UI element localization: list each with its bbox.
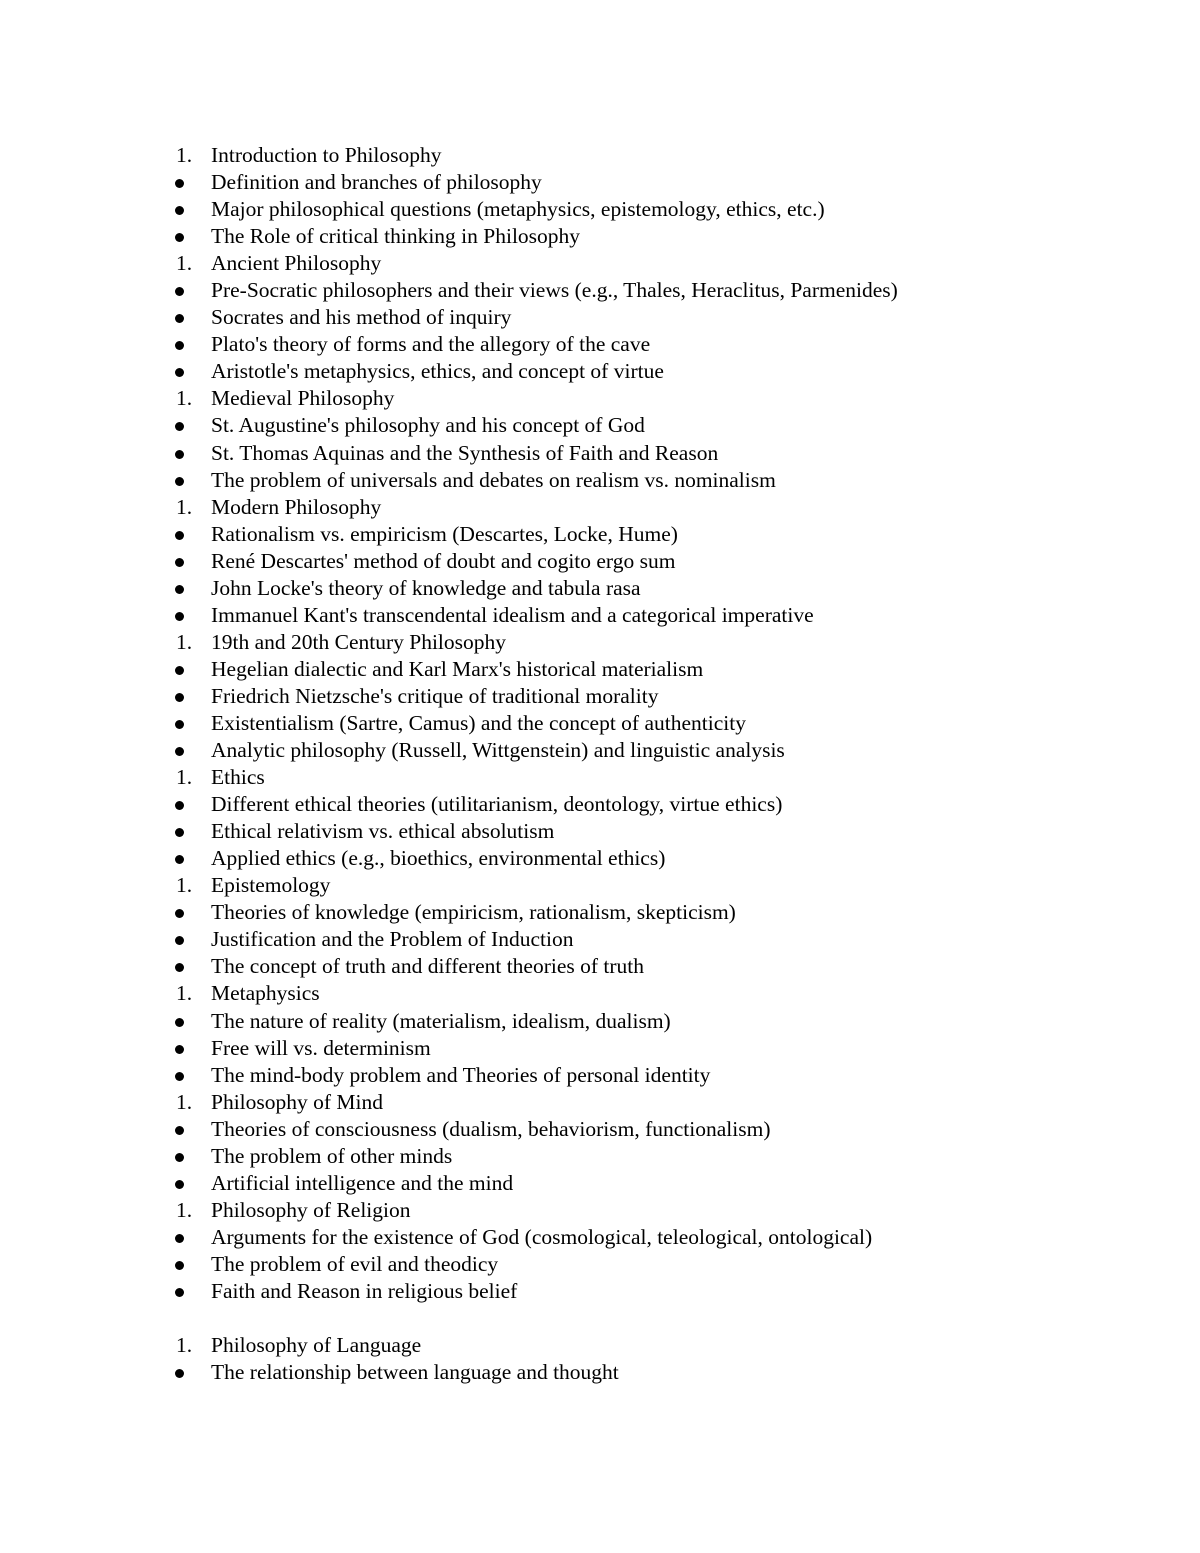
section-title: Introduction to Philosophy (211, 143, 442, 167)
section-number: 1. (176, 1089, 193, 1114)
section-heading (172, 629, 1132, 656)
bullet-dot-icon (172, 1116, 202, 1143)
section-number: 1. (176, 765, 193, 790)
bullet-text: Immanuel Kant's transcendental idealism and a categorical imperative (211, 602, 814, 627)
bullet-dot-icon (172, 521, 202, 548)
bullet-item (172, 683, 1132, 710)
section-title: Metaphysics (211, 981, 320, 1006)
bullet-dot-icon (172, 1224, 202, 1251)
bullet-text: The problem of other minds (211, 1143, 453, 1168)
bullet-dot-icon (172, 899, 202, 926)
bullet-text: The mind-body problem and Theories of personal identity (211, 1062, 711, 1087)
bullet-text: Faith and Reason in religious belief (211, 1278, 518, 1303)
bullet-item (172, 656, 1132, 683)
bullet-item (172, 791, 1132, 818)
bullet-text: Socrates and his method of inquiry (211, 305, 512, 330)
bullet-text: Artificial intelligence and the mind (211, 1170, 514, 1195)
bullet-item (172, 1224, 1132, 1251)
bullet-dot-icon (172, 656, 202, 683)
section-number: 1. (176, 981, 193, 1006)
bullet-dot-icon (172, 548, 202, 575)
bullet-text: The concept of truth and different theories of truth (211, 954, 645, 979)
bullet-dot-icon (172, 710, 202, 737)
section-title: Ethics (211, 765, 265, 790)
bullet-dot-icon (172, 791, 202, 818)
bullet-text: Friedrich Nietzsche's critique of traditional morality (211, 683, 659, 708)
bullet-text: John Locke's theory of knowledge and tabula rasa (211, 575, 641, 600)
bullet-dot-icon (172, 575, 202, 602)
bullet-dot-icon (172, 169, 202, 196)
bullet-dot-icon (172, 277, 202, 304)
bullet-dot-icon (172, 331, 202, 358)
section-number: 1. (176, 494, 193, 519)
bullet-dot-icon (172, 1278, 202, 1305)
bullet-item (172, 196, 1132, 223)
section-heading (172, 872, 1132, 899)
bullet-text: Rationalism vs. empiricism (Descartes, Locke, Hume) (211, 521, 678, 546)
section-title: Ancient Philosophy (211, 251, 382, 276)
bullet-item (172, 1143, 1132, 1170)
bullet-dot-icon (172, 412, 202, 439)
bullet-dot-icon (172, 926, 202, 953)
bullet-dot-icon (172, 223, 202, 250)
bullet-item (172, 467, 1132, 494)
bullet-text: Different ethical theories (utilitarianism, deontology, virtue ethics) (211, 792, 783, 817)
bullet-item (172, 277, 1132, 304)
bullet-item (172, 1359, 1132, 1386)
bullet-item (172, 602, 1132, 629)
bullet-text: René Descartes' method of doubt and cogito ergo sum (211, 548, 676, 573)
bullet-dot-icon (172, 1170, 202, 1197)
bullet-dot-icon (172, 602, 202, 629)
bullet-item (172, 521, 1132, 548)
bullet-item (172, 710, 1132, 737)
course-outline (172, 142, 1132, 1386)
section-number: 1. (176, 143, 193, 167)
bullet-item (172, 169, 1132, 196)
bullet-item (172, 737, 1132, 764)
bullet-item (172, 331, 1132, 358)
bullet-dot-icon (172, 304, 202, 331)
bullet-item (172, 358, 1132, 385)
bullet-dot-icon (172, 737, 202, 764)
section-heading (172, 142, 1132, 169)
section-title: 19th and 20th Century Philosophy (211, 629, 507, 654)
bullet-dot-icon (172, 953, 202, 980)
bullet-text: Definition and branches of philosophy (211, 170, 542, 195)
bullet-text: Analytic philosophy (Russell, Wittgenstein) and linguistic analysis (211, 738, 785, 763)
section-number: 1. (176, 873, 193, 898)
bullet-item (172, 953, 1132, 980)
section-number: 1. (176, 386, 193, 411)
section-title: Philosophy of Mind (211, 1089, 384, 1114)
bullet-item (172, 1251, 1132, 1278)
bullet-text: Hegelian dialectic and Karl Marx's historical materialism (211, 656, 704, 681)
bullet-item (172, 548, 1132, 575)
bullet-dot-icon (172, 1062, 202, 1089)
bullet-item (172, 412, 1132, 439)
bullet-dot-icon (172, 1008, 202, 1035)
bullet-item (172, 926, 1132, 953)
bullet-text: The problem of evil and theodicy (211, 1251, 499, 1276)
bullet-dot-icon (172, 1251, 202, 1278)
bullet-item (172, 1170, 1132, 1197)
bullet-text: The nature of reality (materialism, idealism, dualism) (211, 1008, 671, 1033)
section-heading (172, 250, 1132, 277)
section-heading (172, 494, 1132, 521)
bullet-text: Free will vs. determinism (211, 1035, 431, 1060)
bullet-dot-icon (172, 1143, 202, 1170)
section-heading (172, 764, 1132, 791)
bullet-dot-icon (172, 467, 202, 494)
section-title: Medieval Philosophy (211, 386, 395, 411)
bullet-item (172, 304, 1132, 331)
bullet-item (172, 1035, 1132, 1062)
section-heading (172, 980, 1132, 1007)
bullet-dot-icon (172, 440, 202, 467)
bullet-item (172, 1278, 1132, 1305)
bullet-text: St. Thomas Aquinas and the Synthesis of Faith and Reason (211, 440, 719, 465)
bullet-text: Justification and the Problem of Induction (211, 927, 574, 952)
bullet-dot-icon (172, 196, 202, 223)
bullet-dot-icon (172, 1359, 202, 1386)
bullet-item (172, 223, 1132, 250)
bullet-text: The Role of critical thinking in Philosophy (211, 224, 581, 249)
section-heading (172, 1332, 1132, 1359)
bullet-text: Theories of knowledge (empiricism, rationalism, skepticism) (211, 900, 736, 925)
bullet-text: Major philosophical questions (metaphysics, epistemology, ethics, etc.) (211, 197, 825, 222)
bullet-item (172, 1116, 1132, 1143)
section-title: Epistemology (211, 873, 331, 898)
bullet-text: Pre-Socratic philosophers and their views (e.g., Thales, Heraclitus, Parmenides) (211, 278, 898, 303)
bullet-text: Arguments for the existence of God (cosmological, teleological, ontological) (211, 1224, 873, 1249)
bullet-text: Ethical relativism vs. ethical absolutism (211, 819, 555, 844)
bullet-item (172, 899, 1132, 926)
section-title: Philosophy of Language (211, 1333, 422, 1358)
bullet-item (172, 1062, 1132, 1089)
bullet-dot-icon (172, 845, 202, 872)
bullet-item (172, 818, 1132, 845)
section-title: Philosophy of Religion (211, 1197, 411, 1222)
bullet-item (172, 575, 1132, 602)
bullet-text: Plato's theory of forms and the allegory of the cave (211, 332, 651, 357)
bullet-text: Applied ethics (e.g., bioethics, environmental ethics) (211, 846, 666, 871)
section-title: Modern Philosophy (211, 494, 382, 519)
section-number: 1. (176, 1333, 193, 1358)
bullet-item (172, 845, 1132, 872)
bullet-item (172, 1008, 1132, 1035)
bullet-text: Existentialism (Sartre, Camus) and the concept of authenticity (211, 710, 746, 735)
section-heading (172, 1197, 1132, 1224)
bullet-text: The problem of universals and debates on realism vs. nominalism (211, 467, 776, 492)
section-heading (172, 385, 1132, 412)
section-number: 1. (176, 629, 193, 654)
bullet-dot-icon (172, 1035, 202, 1062)
bullet-text: The relationship between language and thought (211, 1360, 619, 1385)
bullet-item (172, 440, 1132, 467)
bullet-text: Theories of consciousness (dualism, behaviorism, functionalism) (211, 1116, 771, 1141)
section-heading (172, 1089, 1132, 1116)
bullet-text: St. Augustine's philosophy and his concept of God (211, 413, 645, 438)
bullet-text: Aristotle's metaphysics, ethics, and concept of virtue (211, 359, 664, 384)
bullet-dot-icon (172, 818, 202, 845)
bullet-dot-icon (172, 358, 202, 385)
section-number: 1. (176, 1197, 193, 1222)
bullet-dot-icon (172, 683, 202, 710)
section-number: 1. (176, 251, 193, 276)
